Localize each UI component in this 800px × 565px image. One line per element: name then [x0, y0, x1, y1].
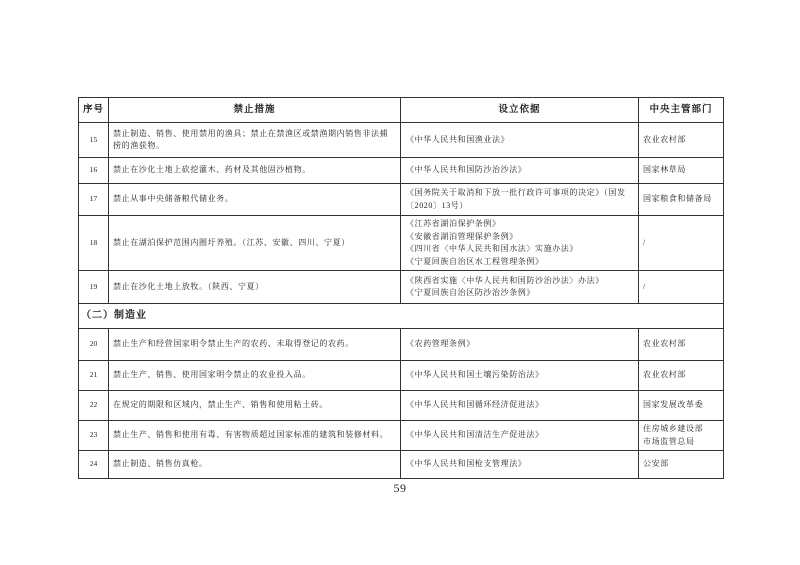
measure-cell: 禁止制造、销售仿真枪。 — [109, 451, 401, 479]
measure-cell: 禁止从事中央储备粮代储业务。 — [109, 184, 401, 216]
department-cell — [639, 421, 724, 451]
basis-cell — [401, 451, 639, 479]
table-row — [79, 329, 724, 361]
row-number-cell: 17 — [79, 184, 109, 216]
table-row — [79, 421, 724, 451]
measure-cell: 禁止生产和经营国家明令禁止生产的农药、未取得登记的农药。 — [109, 329, 401, 361]
basis-cell — [401, 184, 639, 216]
basis-line: 《中华人民共和国土壤污染防治法》 — [406, 370, 544, 380]
basis-cell — [401, 391, 639, 421]
basis-line: 《中华人民共和国循环经济促进法》 — [406, 400, 544, 410]
row-number-cell: 19 — [79, 271, 109, 304]
department-cell — [639, 361, 724, 391]
table-row — [79, 271, 724, 304]
table-row — [79, 184, 724, 216]
basis-line: 《陕西省实施〈中华人民共和国防沙治沙法〉办法》 — [406, 275, 604, 285]
department-cell — [639, 329, 724, 361]
row-number-cell: 20 — [79, 329, 109, 361]
row-number-cell: 18 — [79, 216, 109, 271]
basis-line: 《四川省〈中华人民共和国水法〉实施办法》 — [406, 244, 578, 253]
row-number-cell: 23 — [79, 421, 109, 451]
department-cell — [639, 216, 724, 271]
basis-cell — [401, 421, 639, 451]
measure-cell: 禁止在沙化土地上砍挖灌木、药材及其他固沙植物。 — [109, 158, 401, 184]
department-line: 国家林草局 — [643, 165, 686, 175]
department-line: 农业农村部 — [643, 134, 686, 144]
measure-cell: 禁止生产、销售和使用有毒、有害物质超过国家标准的建筑和装修材料。 — [109, 421, 401, 451]
department-line: 住房城乡建设部 — [643, 424, 704, 433]
department-line: 国家粮食和储备局 — [643, 194, 712, 204]
department-line: 农业农村部 — [643, 339, 686, 349]
table-row — [79, 391, 724, 421]
measure-cell: 禁止在湖泊保护范围内圈圩养殖。（江苏、安徽、四川、宁夏） — [109, 216, 401, 271]
table-row — [79, 123, 724, 158]
basis-line: 《宁夏回族自治区防沙治沙条例》 — [406, 288, 535, 297]
department-line: 市场监管总局 — [643, 436, 695, 446]
department-line: 国家发展改革委 — [643, 400, 704, 410]
basis-line: 《国务院关于取消和下放一批行政许可事项的决定》（国发〔2020〕13号） — [406, 188, 626, 210]
department-cell — [639, 123, 724, 158]
basis-line: 《江苏省湖泊保护条例》 — [406, 219, 501, 228]
row-number-cell: 21 — [79, 361, 109, 391]
basis-cell — [401, 123, 639, 158]
row-number-cell: 16 — [79, 158, 109, 184]
header-serial-number: 序号 — [79, 98, 109, 123]
table-row — [79, 158, 724, 184]
basis-cell — [401, 271, 639, 304]
basis-line: 《农药管理条例》 — [406, 339, 475, 349]
department-line: 公安部 — [643, 459, 669, 469]
basis-cell — [401, 216, 639, 271]
table-row — [79, 451, 724, 479]
section-row — [79, 304, 724, 329]
row-number-cell: 15 — [79, 123, 109, 158]
basis-line: 《安徽省湖泊管理保护条例》 — [406, 231, 518, 241]
row-number-cell: 22 — [79, 391, 109, 421]
basis-line: 《宁夏回族自治区水工程管理条例》 — [406, 256, 544, 266]
department-line: 农业农村部 — [643, 370, 686, 380]
section-heading: （二）制造业 — [79, 304, 724, 329]
basis-line: 《中华人民共和国清洁生产促进法》 — [406, 430, 544, 440]
department-cell — [639, 451, 724, 479]
basis-cell — [401, 329, 639, 361]
measure-cell: 在规定的期限和区域内，禁止生产、销售和使用粘土砖。 — [109, 391, 401, 421]
header-central-department: 中央主管部门 — [639, 98, 724, 123]
department-line: / — [643, 281, 646, 291]
basis-cell — [401, 361, 639, 391]
measure-cell: 禁止制造、销售、使用禁用的渔具；禁止在禁渔区或禁渔期内销售非法捕捞的渔获物。 — [109, 123, 401, 158]
department-cell — [639, 271, 724, 304]
department-line: / — [643, 237, 646, 247]
department-cell — [639, 184, 724, 216]
basis-line: 《中华人民共和国渔业法》 — [406, 134, 510, 144]
department-cell — [639, 391, 724, 421]
basis-line: 《中华人民共和国防沙治沙法》 — [406, 165, 527, 175]
department-cell — [639, 158, 724, 184]
table-row — [79, 216, 724, 271]
table-row — [79, 361, 724, 391]
table-header-row — [79, 98, 724, 123]
basis-cell — [401, 158, 639, 184]
page-number: 59 — [393, 481, 407, 495]
prohibition-measures-table — [78, 97, 724, 479]
measure-cell: 禁止在沙化土地上放牧。（陕西、宁夏） — [109, 271, 401, 304]
header-prohibited-measure: 禁止措施 — [109, 98, 401, 123]
measure-cell: 禁止生产、销售、使用国家明令禁止的农业投入品。 — [109, 361, 401, 391]
basis-line: 《中华人民共和国枪支管理法》 — [406, 459, 527, 469]
header-legal-basis: 设立依据 — [401, 98, 639, 123]
row-number-cell: 24 — [79, 451, 109, 479]
